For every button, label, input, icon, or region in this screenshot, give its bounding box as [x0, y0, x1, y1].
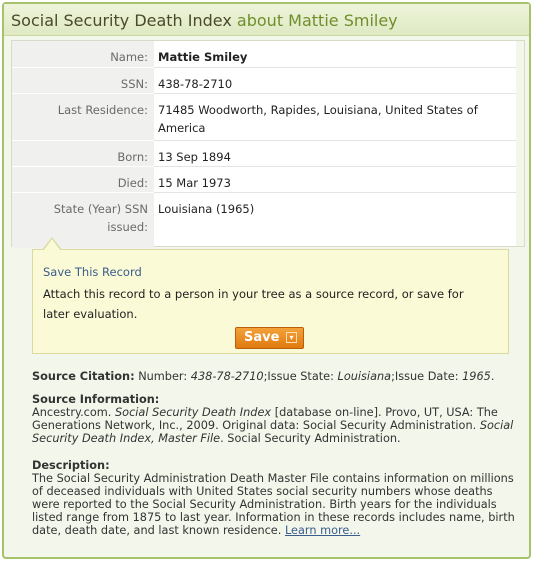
description-heading: Description:: [32, 459, 110, 472]
source-information: [32, 393, 522, 445]
row-ssn: [12, 68, 518, 93]
source-info-part: . Social Security Administration.: [220, 432, 401, 445]
save-record-description: Attach this record to a person in your tree as a source record, or save for later evaluation.: [43, 287, 464, 321]
ssn-value: 438-78-2710: [158, 77, 233, 91]
citation-issue-date-value: 1965: [462, 370, 491, 383]
record-details: [11, 40, 525, 247]
title-about: about Mattie Smiley: [236, 11, 398, 30]
residence-label: Last Residence:: [12, 94, 154, 140]
issued-label: State (Year) SSN issued:: [12, 193, 154, 248]
died-label: Died:: [12, 167, 154, 192]
born-value: 13 Sep 1894: [158, 150, 231, 164]
citation-number-label: Number:: [138, 370, 188, 383]
save-record-title: Save This Record: [43, 265, 142, 279]
citation-end: .: [490, 370, 495, 383]
born-label: Born:: [12, 141, 154, 166]
save-button[interactable]: [235, 327, 304, 349]
row-name: [12, 41, 518, 67]
row-ssn-issued: [12, 193, 518, 248]
row-born: [12, 141, 518, 166]
source-information-heading: Source Information:: [32, 393, 160, 406]
record-panel: [2, 2, 531, 559]
citation-issue-date-label: ;Issue Date:: [391, 370, 459, 383]
scroll-track: [516, 41, 524, 246]
source-info-part: Social Security Death Index, Master File: [32, 419, 514, 445]
died-value: 15 Mar 1973: [158, 176, 231, 190]
source-citation: [32, 370, 522, 383]
row-died: [12, 167, 518, 192]
issued-value: Louisiana (1965): [158, 202, 255, 216]
panel-title: [4, 4, 529, 36]
residence-value: 71485 Woodworth, Rapides, Louisiana, United States of America: [158, 103, 478, 135]
learn-more-link[interactable]: Learn more...: [284, 524, 361, 537]
save-button-label: Save: [244, 330, 280, 345]
ssn-label: SSN:: [12, 68, 154, 93]
description: [32, 459, 522, 537]
description-text: [32, 472, 522, 537]
source-information-text: [32, 406, 522, 445]
name-label: Name:: [12, 41, 154, 67]
source-info-part: Social Security Death Index: [114, 406, 272, 419]
source-info-part: Ancestry.com.: [32, 406, 115, 419]
title-main: Social Security Death Index: [11, 11, 232, 30]
callout-pointer-fill: [43, 239, 61, 251]
citation-issue-state-label: ;Issue State:: [263, 370, 334, 383]
chevron-down-icon[interactable]: ▾: [286, 332, 297, 343]
save-record-box: [32, 249, 509, 354]
name-value: Mattie Smiley: [158, 50, 248, 64]
source-info-part: [database on-line]. Provo, UT, USA: The Generations Network, Inc., 2009. Original data: Social Security Administration.: [32, 406, 498, 432]
citation-issue-state-value: Louisiana: [337, 370, 392, 383]
row-residence: [12, 94, 518, 140]
description-body: The Social Security Administration Death Master File contains information on millions of deceased individuals with United States social security numbers whose deaths were reported to the Social Security Administration. Birth years for the individuals listed range from 1875 to last year. Information in these records includes name, birth date, death date, and last known residence.: [32, 472, 515, 537]
citation-number-value: 438-78-2710: [190, 370, 264, 383]
source-citation-heading: Source Citation:: [32, 370, 135, 383]
